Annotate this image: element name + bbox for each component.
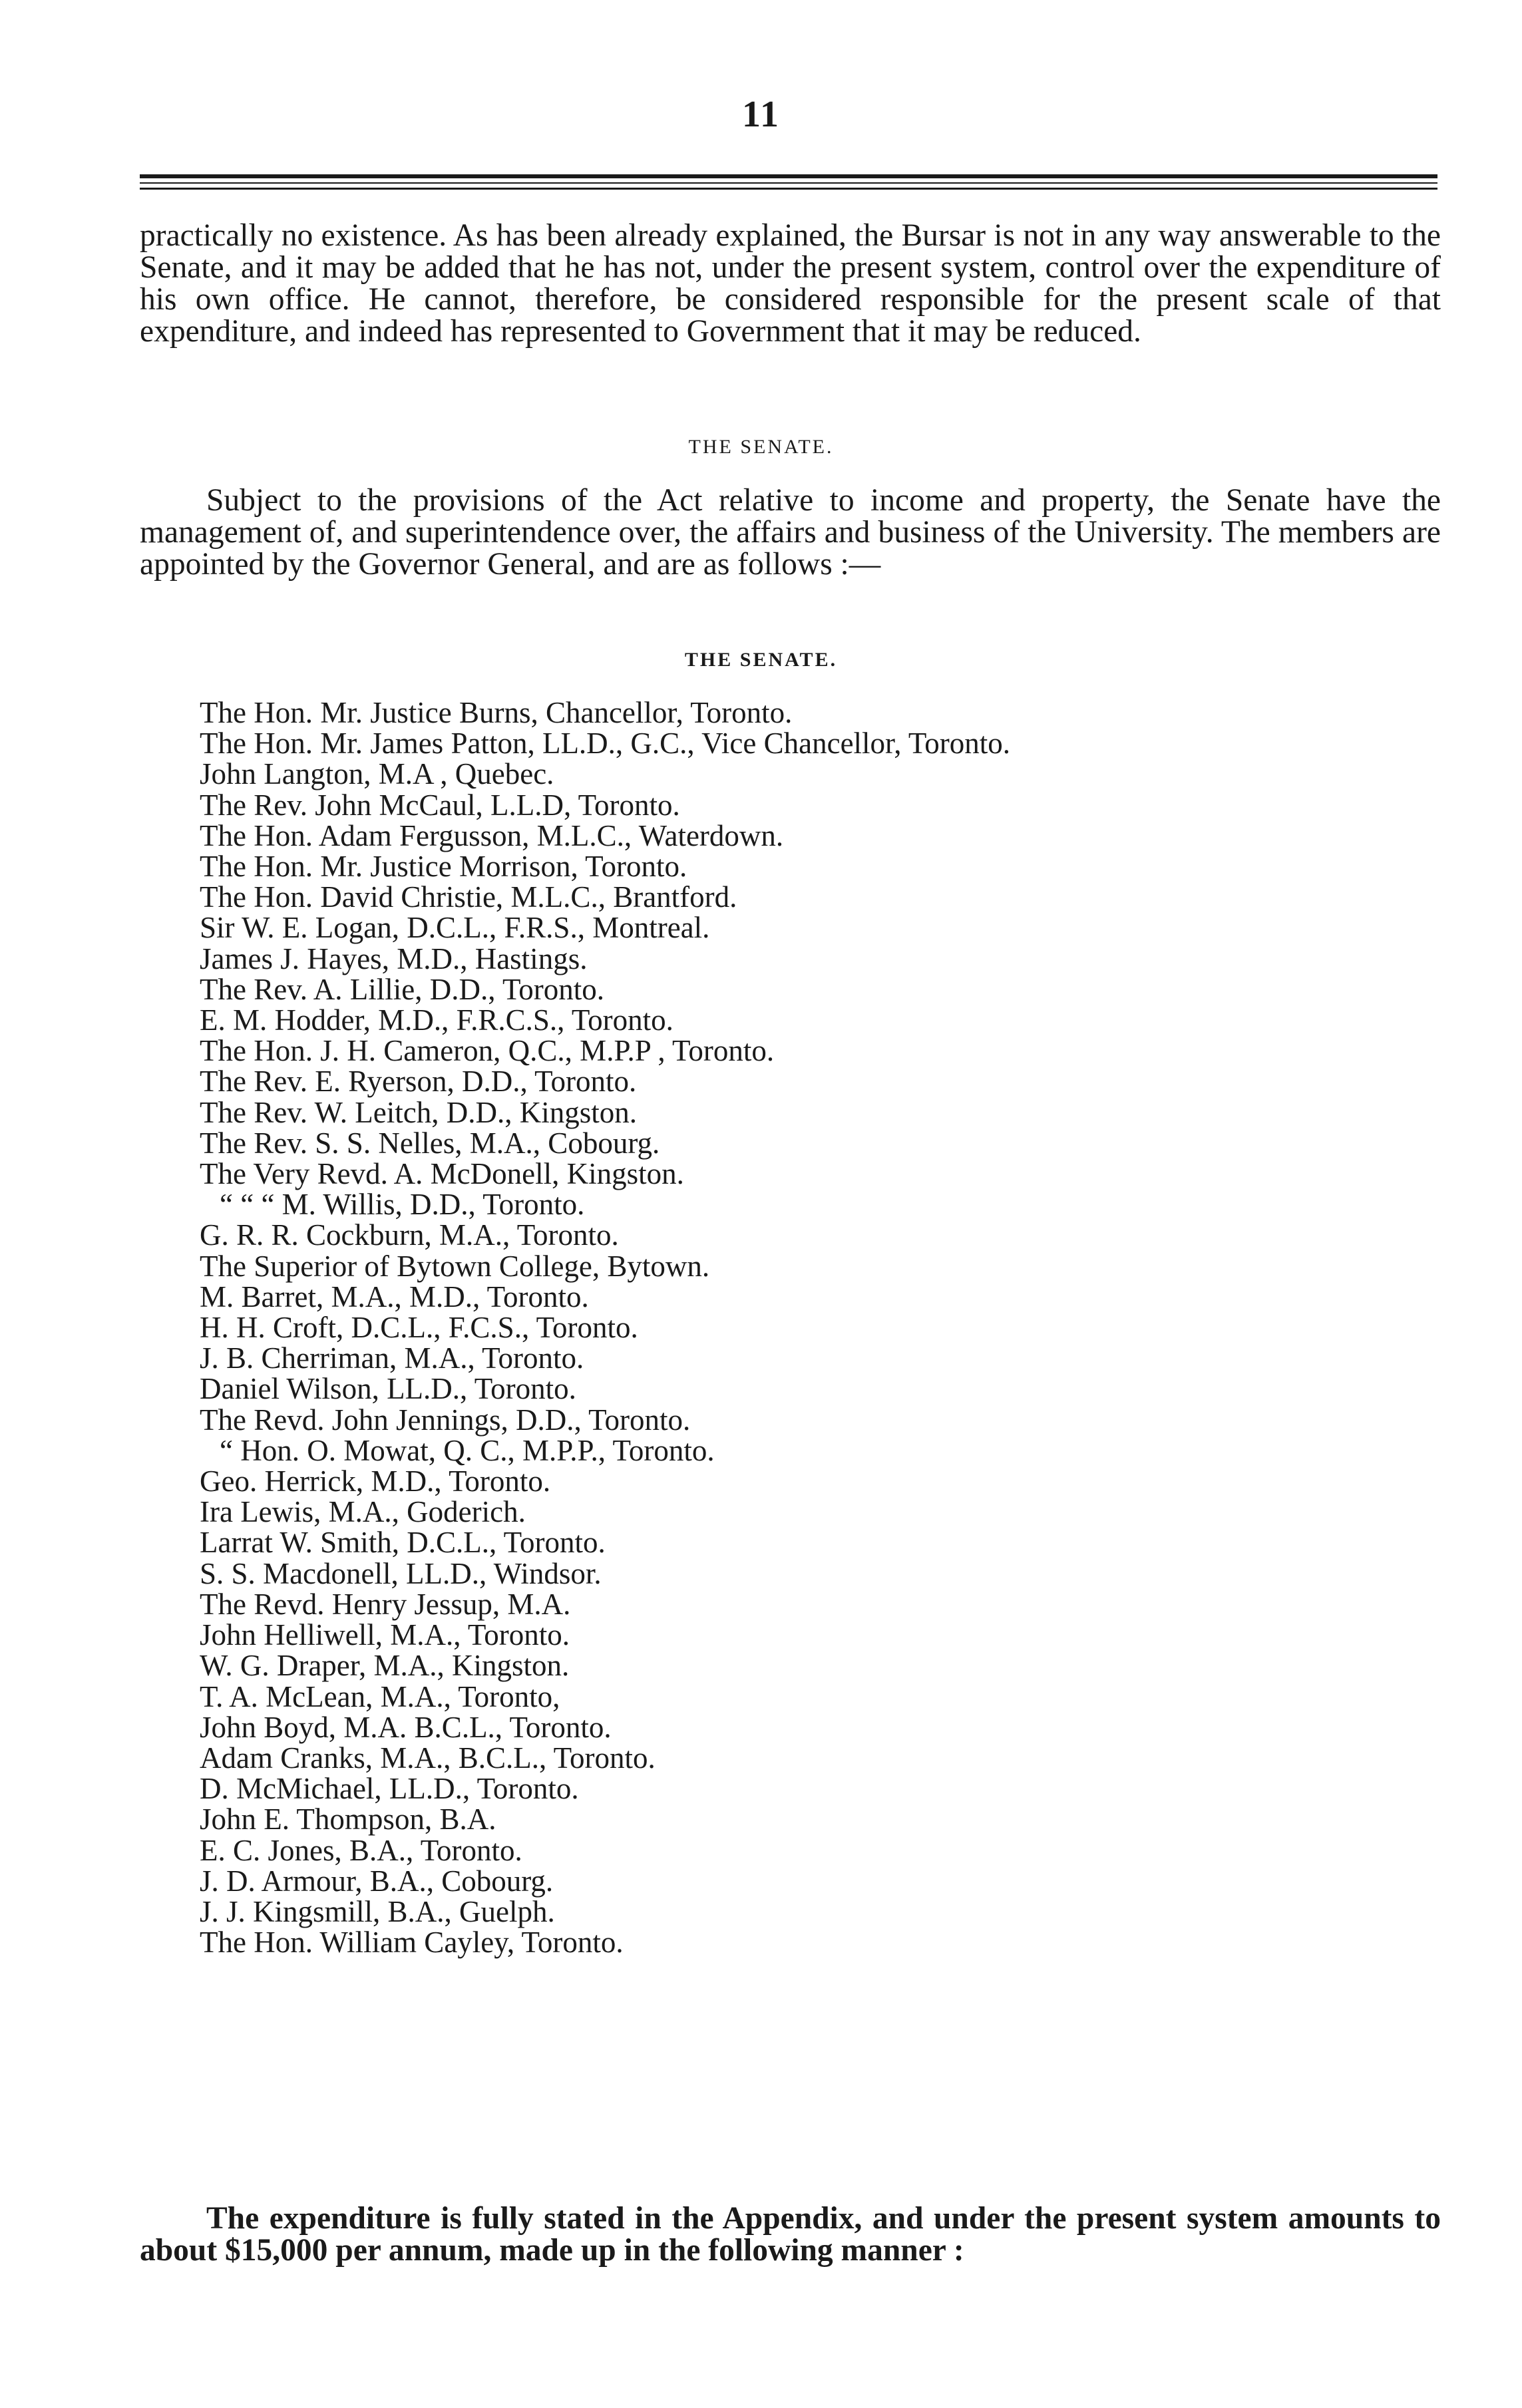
senate-member: J. B. Cherriman, M.A., Toronto. — [200, 1341, 584, 1375]
senate-description-paragraph: Subject to the provisions of the Act relative to income and property, the Senate have the management of, and superintendence over, the affairs and business of the University. The members are appointed by the Governor General, and are as follows :— — [140, 483, 1441, 582]
senate-member: “ “ “ M. Willis, D.D., Toronto. — [220, 1188, 585, 1222]
senate-member: H. H. Croft, D.C.L., F.C.S., Toronto. — [200, 1311, 638, 1345]
senate-member: Larrat W. Smith, D.C.L., Toronto. — [200, 1526, 606, 1560]
closing-lead: The expenditure is fully stated in the Appendix, and under the present system — [206, 2201, 1278, 2236]
header-rule-lower — [140, 188, 1437, 190]
senate-member: Sir W. E. Logan, D.C.L., F.R.S., Montreal. — [200, 911, 710, 945]
senate-member: W. G. Draper, M.A., Kingston. — [200, 1649, 570, 1683]
senate-member: “ Hon. O. Mowat, Q. C., M.P.P., Toronto. — [220, 1433, 715, 1467]
senate-member: The Rev. A. Lillie, D.D., Toronto. — [200, 972, 605, 1006]
senate-member: The Hon. Adam Fergusson, M.L.C., Waterdown. — [200, 818, 784, 852]
senate-member: The Revd. John Jennings, D.D., Toronto. — [200, 1403, 691, 1437]
senate-list-heading: THE SENATE. — [684, 649, 838, 671]
senate-member: The Hon. David Christie, M.L.C., Brantford. — [200, 880, 737, 914]
senate-member: The Revd. Henry Jessup, M.A. — [200, 1587, 571, 1621]
senate-member: James J. Hayes, M.D., Hastings. — [200, 942, 588, 975]
senate-member: The Hon. J. H. Cameron, Q.C., M.P.P , Toronto. — [200, 1034, 775, 1068]
senate-member: John Boyd, M.A. B.C.L., Toronto. — [200, 1710, 612, 1744]
senate-member: T. A. McLean, M.A., Toronto, — [200, 1679, 560, 1713]
senate-member: The Hon. Mr. Justice Morrison, Toronto. — [200, 850, 687, 884]
senate-member: The Rev. W. Leitch, D.D., Kingston. — [200, 1095, 638, 1129]
senate-member: The Hon. William Cayley, Toronto. — [200, 1926, 624, 1960]
senate-member: J. D. Armour, B.A., Cobourg. — [200, 1864, 554, 1898]
senate-member: E. C. Jones, B.A., Toronto. — [200, 1833, 522, 1867]
senate-member: The Superior of Bytown College, Bytown. — [200, 1249, 710, 1283]
senate-member: The Rev. E. Ryerson, D.D., Toronto. — [200, 1065, 637, 1099]
senate-members-list — [200, 697, 1010, 1958]
senate-member: The Rev. S. S. Nelles, M.A., Cobourg. — [200, 1126, 660, 1160]
senate-member: G. R. R. Cockburn, M.A., Toronto. — [200, 1218, 619, 1252]
senate-member: S. S. Macdonell, LL.D., Windsor. — [200, 1556, 602, 1590]
senate-member: John Helliwell, M.A., Toronto. — [200, 1618, 570, 1652]
senate-member: The Very Revd. A. McDonell, Kingston. — [200, 1157, 684, 1191]
senate-member: J. J. Kingsmill, B.A., Guelph. — [200, 1894, 555, 1928]
senate-member: M. Barret, M.A., M.D., Toronto. — [200, 1280, 589, 1313]
senate-member: Daniel Wilson, LL.D., Toronto. — [200, 1372, 576, 1406]
senate-member: E. M. Hodder, M.D., F.R.C.S., Toronto. — [200, 1003, 673, 1037]
senate-member: The Hon. Mr. Justice Burns, Chancellor, Toronto. — [200, 696, 793, 729]
header-rule-thin — [140, 182, 1437, 184]
senate-member: Adam Cranks, M.A., B.C.L., Toronto. — [200, 1741, 656, 1775]
intro-paragraph: practically no existence. As has been already explained, the Bursar is not in any way answerable to the Senate, and it may be added that he has not, under the present system, control over the expenditure of his own office. He cannot, therefore, be considered responsible for the present scale of that expenditure, and indeed has represented to Government that it may be reduced. — [140, 218, 1441, 349]
senate-member: John E. Thompson, B.A. — [200, 1803, 496, 1836]
senate-member: The Hon. Mr. James Patton, LL.D., G.C., Vice Chancellor, Toronto. — [200, 727, 1011, 761]
page-number: 11 — [742, 94, 780, 135]
senate-member: Ira Lewis, M.A., Goderich. — [200, 1495, 526, 1529]
senate-member: Geo. Herrick, M.D., Toronto. — [200, 1464, 551, 1498]
senate-member: D. McMichael, LL.D., Toronto. — [200, 1772, 579, 1806]
section-heading: THE SENATE. — [688, 436, 834, 458]
senate-member: John Langton, M.A , Quebec. — [200, 757, 554, 791]
senate-member: The Rev. John McCaul, L.L.D, Toronto. — [200, 788, 680, 822]
header-rule-thick — [140, 174, 1437, 178]
closing-paragraph — [140, 2202, 1441, 2266]
closing-rest: amounts to about $15,000 per annum, made up in the following manner : — [140, 2201, 1441, 2268]
